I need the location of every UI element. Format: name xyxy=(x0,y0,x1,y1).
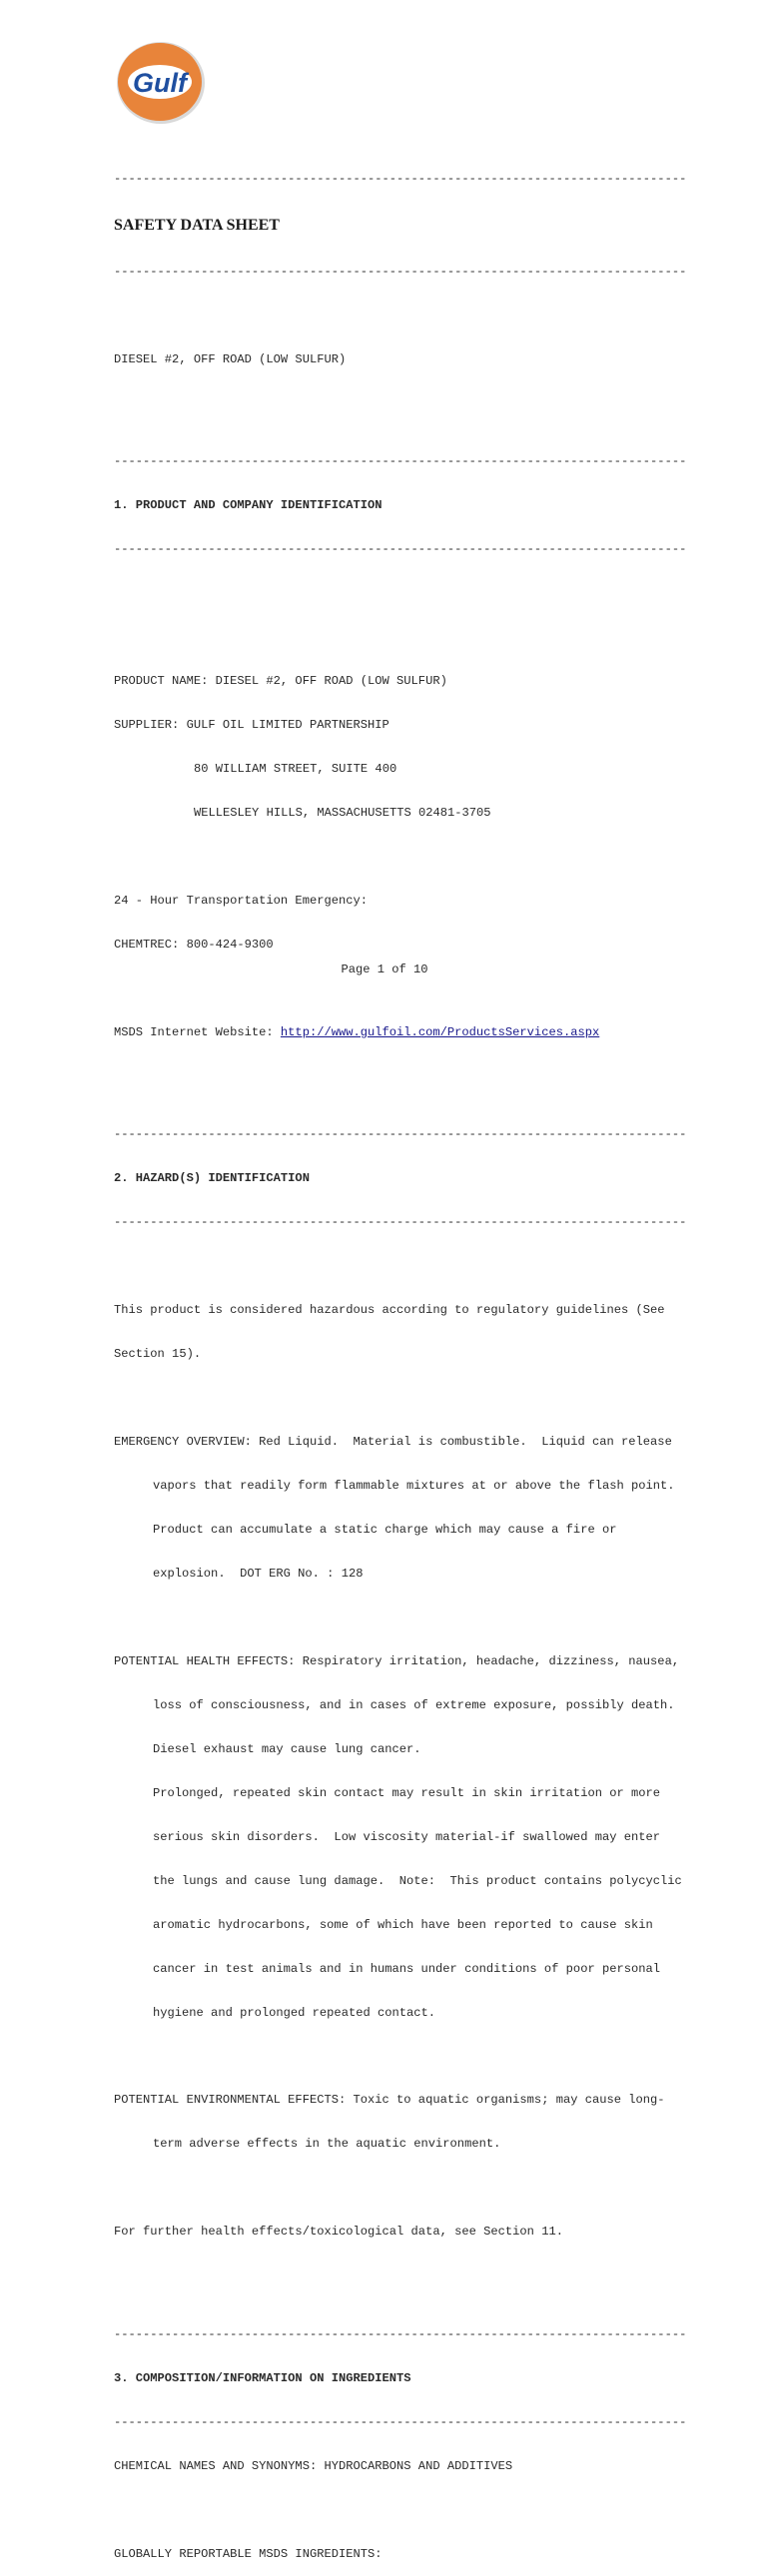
gulf-logo-icon xyxy=(113,40,209,126)
emergency-label: 24 - Hour Transportation Emergency: xyxy=(114,893,369,908)
health-effects: the lungs and cause lung damage. Note: This product contains polycyclic xyxy=(153,1873,682,1888)
health-effects: cancer in test animals and in humans under conditions of poor personal xyxy=(153,1961,661,1976)
health-effects: Diesel exhaust may cause lung cancer. xyxy=(153,1741,421,1756)
environmental-effects: term adverse effects in the aquatic environment. xyxy=(153,2137,501,2152)
rule: ------------------------------------------------------------------------------- xyxy=(114,2414,687,2429)
rule: ------------------------------------------------------------------------------- xyxy=(114,1127,687,1142)
product-name: PRODUCT NAME: DIESEL #2, OFF ROAD (LOW SULFUR) xyxy=(114,673,447,688)
emergency-overview: Product can accumulate a static charge which may cause a fire or xyxy=(153,1522,617,1537)
website-line xyxy=(114,1025,733,1040)
emergency-overview: explosion. DOT ERG No. : 128 xyxy=(153,1566,364,1581)
emergency-overview: vapors that readily form flammable mixtures at or above the flash point. xyxy=(153,1478,675,1493)
health-effects: POTENTIAL HEALTH EFFECTS: Respiratory irritation, headache, dizziness, nausea, xyxy=(114,1653,680,1668)
health-effects: aromatic hydrocarbons, some of which have been reported to cause skin xyxy=(153,1917,653,1932)
rule: ------------------------------------------------------------------------------- xyxy=(114,542,687,557)
page-number: Page 1 of 10 xyxy=(341,963,428,976)
product-line: DIESEL #2, OFF ROAD (LOW SULFUR) xyxy=(114,351,347,366)
website-label: MSDS Internet Website: xyxy=(114,1024,281,1039)
supplier-address-1: 80 WILLIAM STREET, SUITE 400 xyxy=(194,761,397,776)
reportable-ingredients: GLOBALLY REPORTABLE MSDS INGREDIENTS: xyxy=(114,2546,383,2561)
supplier: SUPPLIER: GULF OIL LIMITED PARTNERSHIP xyxy=(114,717,389,732)
website-link[interactable]: http://www.gulfoil.com/ProductsServices.aspx xyxy=(280,1024,600,1039)
section-3-heading: 3. COMPOSITION/INFORMATION ON INGREDIENTS xyxy=(114,2370,411,2385)
health-effects: serious skin disorders. Low viscosity material-if swallowed may enter xyxy=(153,1829,661,1844)
page-title: SAFETY DATA SHEET xyxy=(114,217,280,235)
sds-document xyxy=(114,143,733,2576)
chemtrec-phone: CHEMTREC: 800-424-9300 xyxy=(114,937,274,952)
health-effects: Prolonged, repeated skin contact may result in skin irritation or more xyxy=(153,1785,661,1800)
rule: ------------------------------------------------------------------------------- xyxy=(114,172,687,187)
rule: ------------------------------------------------------------------------------- xyxy=(114,2326,687,2341)
health-effects: loss of consciousness, and in cases of extreme exposure, possibly death. xyxy=(153,1697,675,1712)
section-2-heading: 2. HAZARD(S) IDENTIFICATION xyxy=(114,1171,310,1186)
hazard-intro: Section 15). xyxy=(114,1347,202,1362)
rule: ------------------------------------------------------------------------------- xyxy=(114,264,687,279)
section-1-heading: 1. PRODUCT AND COMPANY IDENTIFICATION xyxy=(114,498,383,513)
environmental-effects: POTENTIAL ENVIRONMENTAL EFFECTS: Toxic to aquatic organisms; may cause long- xyxy=(114,2093,665,2108)
hazard-intro: This product is considered hazardous according to regulatory guidelines (See xyxy=(114,1303,665,1318)
further-info: For further health effects/toxicological data, see Section 11. xyxy=(114,2225,563,2240)
gulf-logo xyxy=(113,40,209,126)
supplier-address-2: WELLESLEY HILLS, MASSACHUSETTS 02481-3705 xyxy=(194,805,491,820)
health-effects: hygiene and prolonged repeated contact. xyxy=(153,2005,436,2020)
rule: ------------------------------------------------------------------------------- xyxy=(114,1215,687,1230)
emergency-overview: EMERGENCY OVERVIEW: Red Liquid. Material is combustible. Liquid can release xyxy=(114,1434,672,1449)
rule: ------------------------------------------------------------------------------- xyxy=(114,454,687,469)
svg-text:Gulf: Gulf xyxy=(133,68,187,98)
chemical-names: CHEMICAL NAMES AND SYNONYMS: HYDROCARBONS AND ADDITIVES xyxy=(114,2458,513,2473)
